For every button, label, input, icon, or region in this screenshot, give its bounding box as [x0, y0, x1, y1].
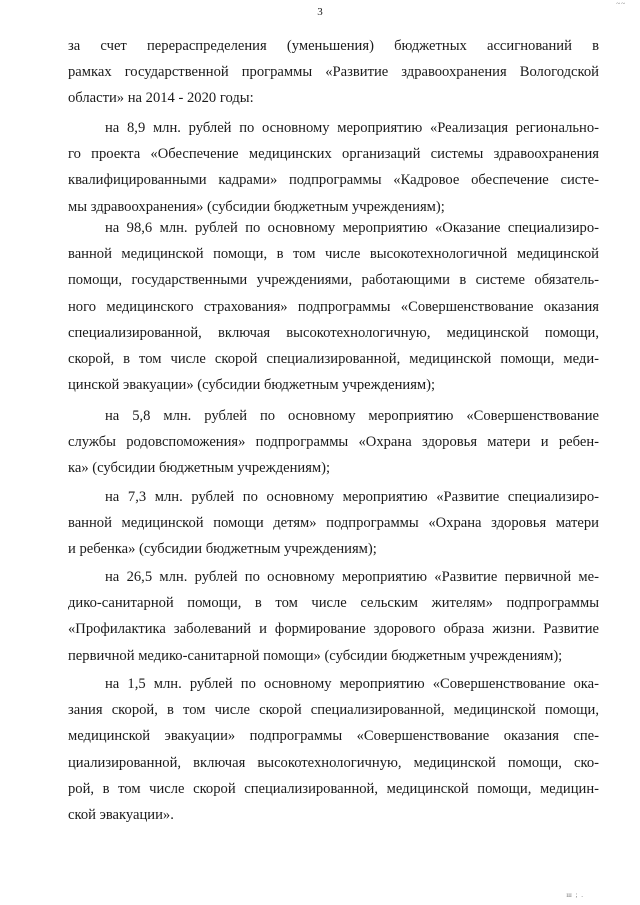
text-line: скорой, в том числе скорой специализированной, медицинской помощи, меди- — [68, 351, 599, 368]
paragraph-item-8-9 — [68, 115, 599, 220]
text-line: первичной медико-санитарной помощи» (субсидии бюджетным учреждениям); — [68, 647, 563, 664]
text-line: на 1,5 млн. рублей по основному мероприятию «Совершенствование ока- — [105, 676, 599, 692]
paragraph-item-7-3 — [68, 484, 599, 563]
text-line: и ребенка» (субсидии бюджетным учреждениям); — [68, 541, 377, 558]
text-line: циализированной, включая высокотехнологичную, медицинской помощи, ско- — [68, 754, 599, 771]
text-line: го проекта «Обеспечение медицинских организаций системы здравоохранения — [68, 146, 599, 163]
text-line: мы здравоохранения» (субсидии бюджетным учреждениям); — [68, 198, 445, 215]
text-line: специализированной, включая высокотехнологичную, медицинской помощи, — [68, 324, 599, 341]
text-line: на 26,5 млн. рублей по основному мероприятию «Развитие первичной ме- — [105, 569, 599, 585]
text-line: зания скорой, в том числе скорой специализированной, медицинской помощи, — [68, 702, 599, 719]
text-line: рой, в том числе скорой специализированной, медицинской помощи, медицин- — [68, 780, 599, 797]
text-line: помощи, государственными учреждениями, работающими в системе обязатель- — [68, 272, 599, 289]
text-line: цинской эвакуации» (субсидии бюджетным учреждениям); — [68, 377, 436, 394]
paragraph-intro — [68, 33, 599, 112]
text-line: квалифицированными кадрами» подпрограммы «Кадровое обеспечение систе- — [68, 172, 599, 189]
paragraph-item-98-6 — [68, 215, 599, 398]
text-line: медицинской эвакуации» подпрограммы «Совершенствование оказания спе- — [68, 728, 599, 745]
text-line: службы родовспоможения» подпрограммы «Охрана здоровья матери и ребен- — [68, 434, 599, 451]
text-line: «Профилактика заболеваний и формирование здорового образа жизни. Развитие — [68, 621, 599, 638]
text-line: ного медицинского страхования» подпрограммы «Совершенствование оказания — [68, 298, 599, 315]
paragraph-item-5-8 — [68, 403, 599, 482]
corner-mark-top: ~~ — [616, 0, 626, 8]
text-line: на 5,8 млн. рублей по основному мероприятию «Совершенствование — [105, 408, 599, 424]
text-line: рамках государственной программы «Развитие здравоохранения Вологодской — [68, 64, 599, 81]
text-line: ской эвакуации». — [68, 807, 174, 824]
paragraph-item-1-5 — [68, 671, 599, 828]
text-line: ванной медицинской помощи детям» подпрограммы «Охрана здоровья матери — [68, 515, 599, 532]
page-number: 3 — [317, 6, 323, 18]
paragraph-item-26-5 — [68, 564, 599, 669]
text-line: на 7,3 млн. рублей по основному мероприятию «Развитие специализиро- — [105, 489, 599, 505]
text-line: области» на 2014 - 2020 годы: — [68, 90, 254, 107]
text-line: ка» (субсидии бюджетным учреждениям); — [68, 460, 331, 477]
text-line: дико-санитарной помощи, в том числе сельским жителям» подпрограммы — [68, 595, 599, 612]
text-line: на 8,9 млн. рублей по основному мероприятию «Реализация регионально- — [105, 120, 599, 136]
text-line: за счет перераспределения (уменьшения) бюджетных ассигнований в — [68, 38, 599, 54]
text-line: ванной медицинской помощи, в том числе высокотехнологичной медицинской — [68, 246, 599, 263]
corner-mark-bottom: ш ; . — [566, 891, 584, 899]
text-line: на 98,6 млн. рублей по основному мероприятию «Оказание специализиро- — [105, 220, 599, 236]
